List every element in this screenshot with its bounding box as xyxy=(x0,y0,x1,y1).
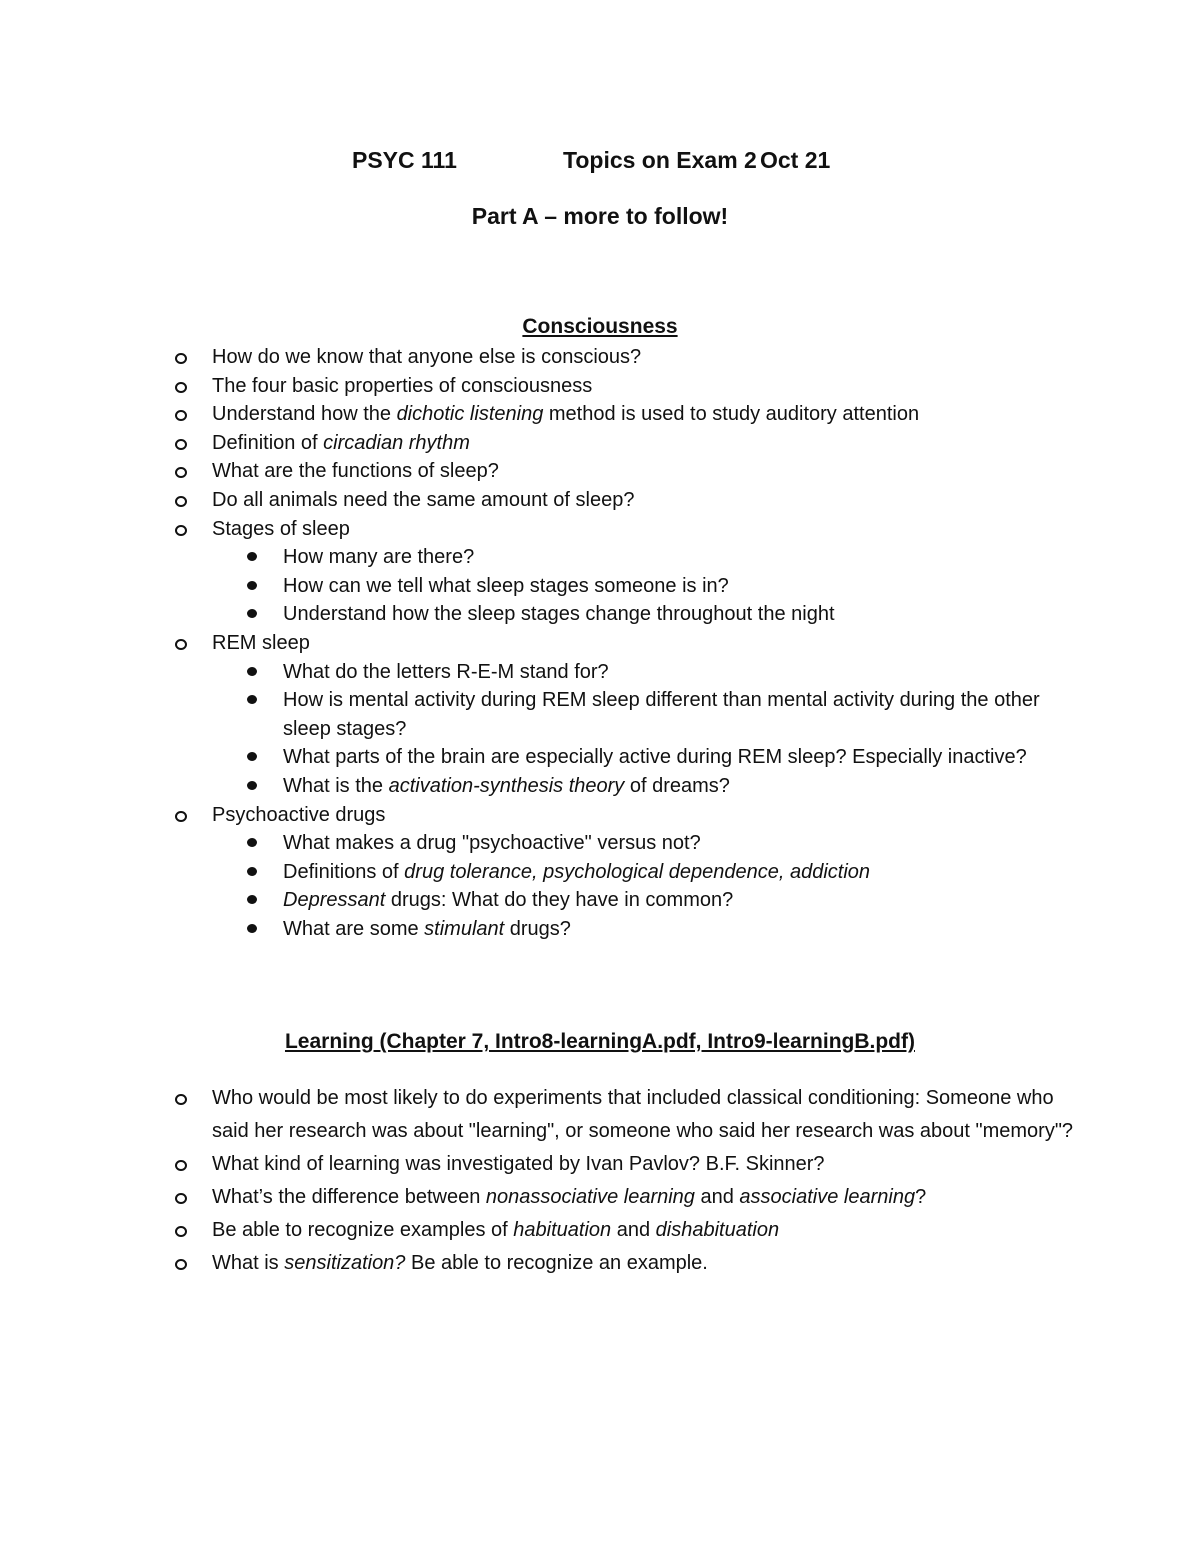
bullet-circle-icon xyxy=(175,1094,187,1105)
bullet-dot-icon xyxy=(247,552,257,561)
list-item xyxy=(0,486,1200,515)
item-text: ? xyxy=(915,1186,927,1208)
item-text: What kind of learning was investigated by Ivan Pavlov? B.F. Skinner? xyxy=(212,1153,825,1175)
bullet-circle-icon xyxy=(175,1259,187,1270)
bullet-dot-icon xyxy=(247,781,257,790)
list-item xyxy=(0,429,1200,458)
item-text: How is mental activity during REM sleep different than mental activity during the other sleep stages? xyxy=(283,689,1040,740)
list-item xyxy=(0,686,1200,743)
list-item xyxy=(0,515,1200,544)
exam-topic: Topics on Exam 2 xyxy=(563,147,757,173)
title-line xyxy=(0,143,1200,179)
consciousness-heading: Consciousness xyxy=(522,315,678,338)
item-text: What is xyxy=(212,1252,285,1274)
item-text: method is used to study auditory attention xyxy=(543,403,920,426)
item-text: habituation xyxy=(513,1219,612,1241)
item-text: activation-synthesis theory xyxy=(388,774,625,797)
list-item xyxy=(0,1148,1200,1181)
list-item xyxy=(0,457,1200,486)
item-text: What makes a drug "psychoactive" versus not? xyxy=(283,832,701,855)
item-text: Depressant xyxy=(283,889,386,912)
item-text: What do the letters R-E-M stand for? xyxy=(283,660,609,683)
bullet-circle-icon xyxy=(175,439,187,450)
item-text: Definition of xyxy=(212,431,324,454)
bullet-circle-icon xyxy=(175,467,187,478)
list-item xyxy=(0,829,1200,858)
item-text: Psychoactive drugs xyxy=(212,803,386,826)
item-text: drugs: What do they have in common? xyxy=(385,889,734,912)
item-text: Who would be most likely to do experiments that included classical conditioning: Someone who said her research was about "learning", or someone who said her research was about "memory"? xyxy=(212,1087,1074,1142)
list-item xyxy=(0,572,1200,601)
bullet-dot-icon xyxy=(247,667,257,676)
item-text: and xyxy=(694,1186,740,1208)
item-text: associative learning xyxy=(739,1186,916,1208)
item-text: nonassociative learning xyxy=(485,1186,695,1208)
list-item xyxy=(0,1082,1200,1148)
item-text: Understand how the sleep stages change throughout the night xyxy=(283,603,835,626)
bullet-circle-icon xyxy=(175,639,187,650)
item-text: What is the xyxy=(283,774,389,797)
list-item xyxy=(0,1214,1200,1247)
list-item xyxy=(0,858,1200,887)
item-text: of dreams? xyxy=(624,774,730,797)
consciousness-list xyxy=(0,343,1200,943)
list-item xyxy=(0,543,1200,572)
item-text: circadian rhythm xyxy=(323,431,470,454)
bullet-circle-icon xyxy=(175,496,187,507)
list-item xyxy=(0,1181,1200,1214)
bullet-dot-icon xyxy=(247,752,257,761)
bullet-dot-icon xyxy=(247,867,257,876)
item-text: drug tolerance, psychological dependence, addiction xyxy=(404,860,871,883)
item-text: What’s the difference between xyxy=(212,1186,486,1208)
list-item xyxy=(0,600,1200,629)
list-item xyxy=(0,629,1200,658)
item-text: Stages of sleep xyxy=(212,517,350,540)
bullet-dot-icon xyxy=(247,695,257,704)
list-item xyxy=(0,658,1200,687)
item-text: Do all animals need the same amount of sleep? xyxy=(212,488,635,511)
item-text: sensitization? xyxy=(284,1252,406,1274)
item-text: What parts of the brain are especially active during REM sleep? Especially inactive? xyxy=(283,746,1027,769)
list-item xyxy=(0,886,1200,915)
item-text: How do we know that anyone else is conscious? xyxy=(212,346,642,368)
list-item xyxy=(0,915,1200,944)
item-text: and xyxy=(611,1219,656,1241)
list-item xyxy=(0,1247,1200,1280)
item-text: Be able to recognize examples of xyxy=(212,1219,514,1241)
bullet-circle-icon xyxy=(175,410,187,421)
item-text: Definitions of xyxy=(283,860,405,883)
bullet-circle-icon xyxy=(175,382,187,393)
bullet-circle-icon xyxy=(175,353,187,364)
bullet-dot-icon xyxy=(247,924,257,933)
list-item xyxy=(0,801,1200,830)
item-text: stimulant xyxy=(424,917,505,940)
bullet-dot-icon xyxy=(247,838,257,847)
item-text: The four basic properties of consciousness xyxy=(212,374,593,397)
item-text: dishabituation xyxy=(655,1219,780,1241)
bullet-dot-icon xyxy=(247,895,257,904)
bullet-circle-icon xyxy=(175,811,187,822)
exam-date: Oct 21 xyxy=(760,147,831,173)
item-text: How many are there? xyxy=(283,546,475,569)
item-text: What are some xyxy=(283,917,425,940)
item-text: How can we tell what sleep stages someone is in? xyxy=(283,574,729,597)
list-item xyxy=(0,400,1200,429)
bullet-circle-icon xyxy=(175,525,187,536)
list-item xyxy=(0,343,1200,372)
bullet-circle-icon xyxy=(175,1160,187,1171)
item-text: dichotic listening xyxy=(396,403,544,426)
bullet-dot-icon xyxy=(247,581,257,590)
item-text: What are the functions of sleep? xyxy=(212,460,499,483)
bullet-circle-icon xyxy=(175,1226,187,1237)
item-text: REM sleep xyxy=(212,631,310,654)
item-text: drugs? xyxy=(504,917,571,940)
course-code: PSYC 111 xyxy=(352,147,457,173)
item-text: Understand how the xyxy=(212,403,397,426)
list-item xyxy=(0,372,1200,401)
list-item xyxy=(0,772,1200,801)
page-subtitle: Part A – more to follow! xyxy=(471,203,729,229)
list-item xyxy=(0,743,1200,772)
item-text: Be able to recognize an example. xyxy=(405,1252,708,1274)
bullet-circle-icon xyxy=(175,1193,187,1204)
bullet-dot-icon xyxy=(247,609,257,618)
learning-list xyxy=(0,1082,1200,1280)
learning-heading: Learning (Chapter 7, Intro8-learningA.pdf, Intro9-learningB.pdf) xyxy=(284,1030,915,1053)
